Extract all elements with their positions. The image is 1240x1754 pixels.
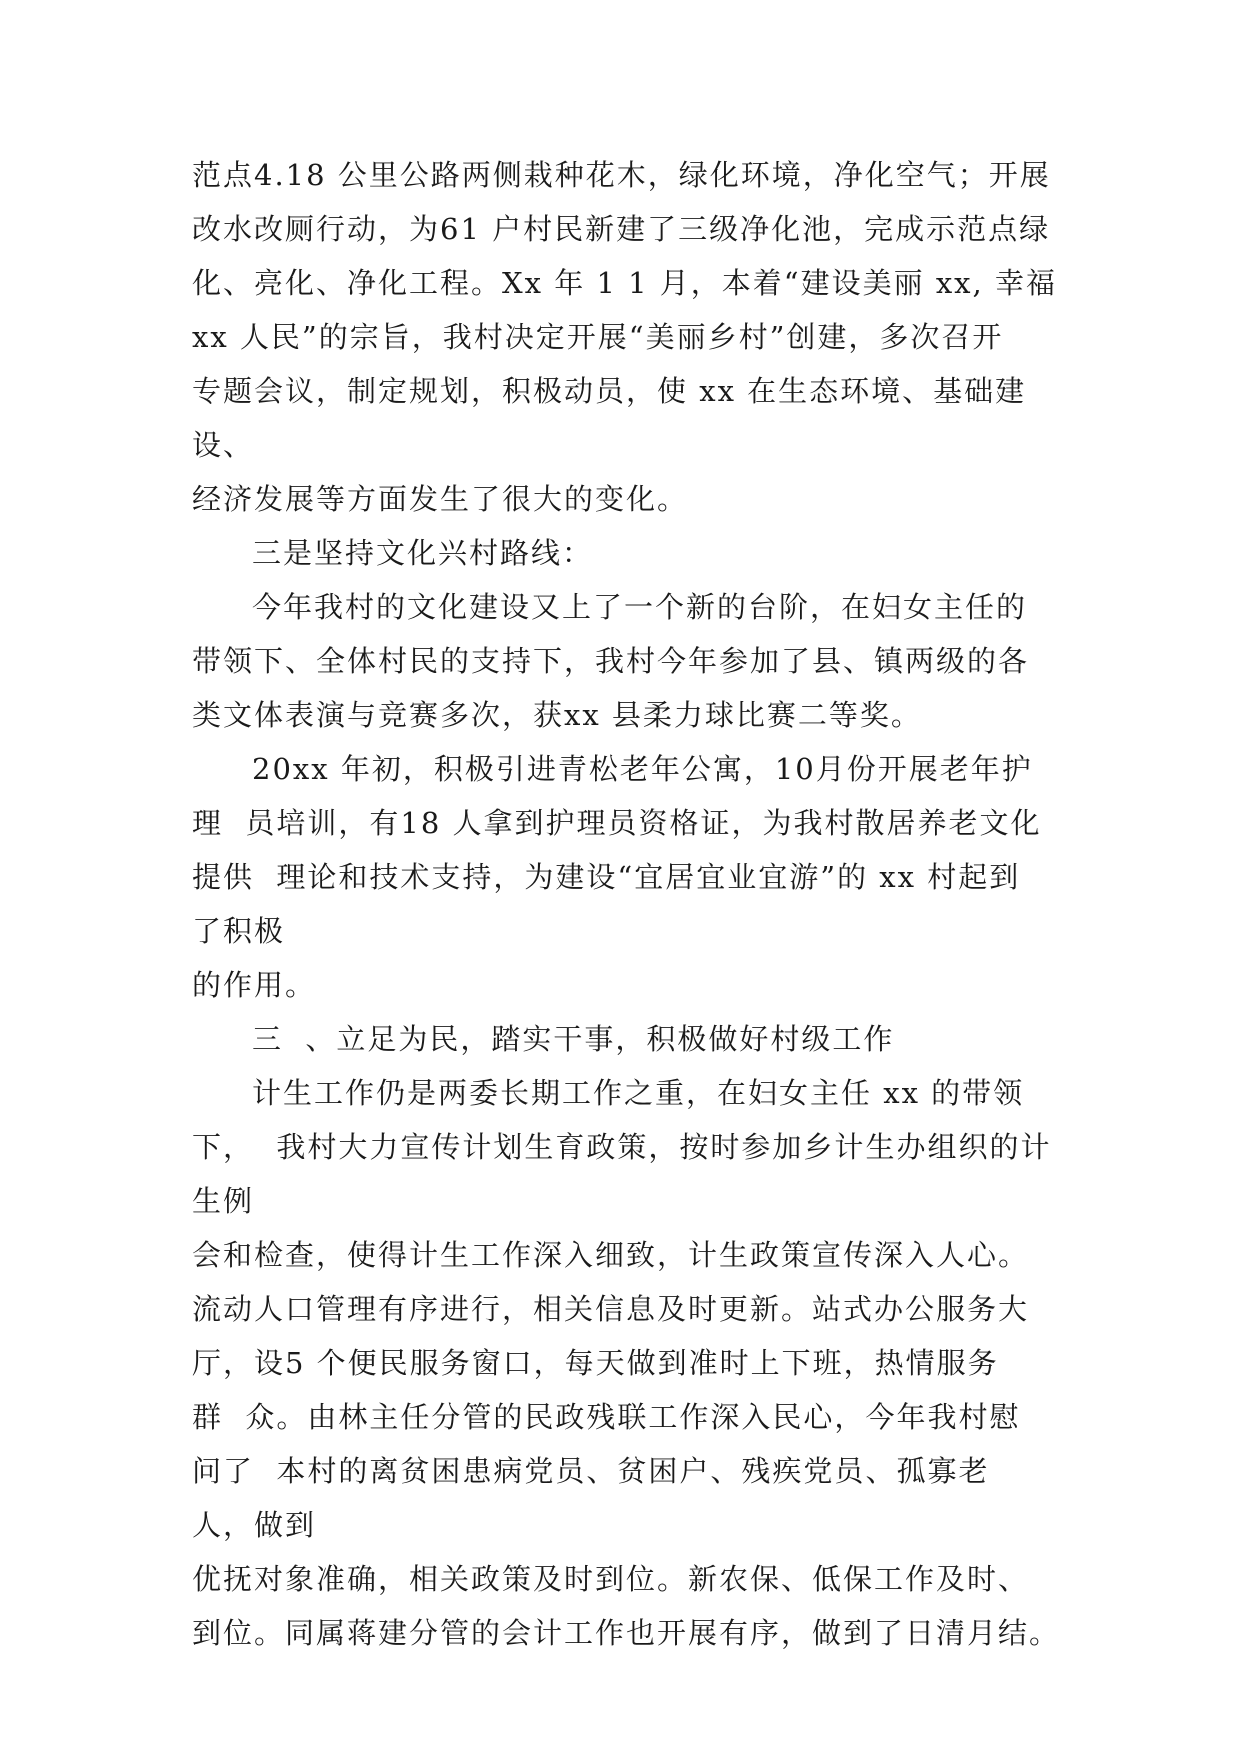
text-line: 20xx 年初，积极引进青松老年公寓，10月份开展老年护: [252, 752, 1033, 786]
text-line: 流动人口管理有序进行，相关信息及时更新。站式办公服务大: [192, 1292, 1030, 1326]
text-line: 到位。同属蒋建分管的会计工作也开展有序，做到了日清月结。: [192, 1616, 1061, 1650]
text-line: 类文体表演与竞赛多次，获xx 县柔力球比赛二等奖。: [192, 698, 922, 732]
text-line: xx 人民”的宗旨，我村决定开展“美丽乡村”创建，多次召开: [192, 320, 1004, 354]
text-line: 人，做到: [192, 1508, 317, 1542]
text-line: 了积极: [192, 914, 286, 948]
text-line: 厅，设5 个便民服务窗口，每天做到准时上下班，热情服务: [192, 1346, 999, 1380]
text-line: 专题会议，制定规划，积极动员，使 xx 在生态环境、基础建: [192, 374, 1027, 408]
text-line: 带领下、全体村民的支持下，我村今年参加了县、镇两级的各: [192, 644, 1030, 678]
text-line: 今年我村的文化建设又上了一个新的台阶，在妇女主任的: [252, 590, 1028, 624]
text-line: 会和检查，使得计生工作深入细致，计生政策宣传深入人心。: [192, 1238, 1030, 1272]
text-line: 生例: [192, 1184, 255, 1218]
text-line: 改水改厕行动，为61 户村民新建了三级净化池，完成示范点绿: [192, 212, 1051, 246]
text-line: 下， 我村大力宣传计划生育政策，按时参加乡计生办组织的计: [192, 1130, 1052, 1164]
text-line: 化、亮化、净化工程。Xx 年 1 1 月，本着“建设美丽 xx, 幸福: [192, 266, 1057, 300]
text-line: 优抚对象准确，相关政策及时到位。新农保、低保工作及时、: [192, 1562, 1030, 1596]
text-line: 经济发展等方面发生了很大的变化。: [192, 482, 689, 516]
document-body: [192, 148, 1092, 1660]
text-line: 三是坚持文化兴村路线：: [252, 536, 594, 570]
text-line: 的作用。: [192, 968, 317, 1002]
text-line: 三 、立足为民，踏实干事，积极做好村级工作: [252, 1022, 895, 1056]
text-line: 问了 本村的离贫困患病党员、贫困户、残疾党员、孤寡老: [192, 1454, 990, 1488]
text-line: 设、: [192, 428, 255, 462]
text-line: 群 众。由林主任分管的民政残联工作深入民心，今年我村慰: [192, 1400, 1021, 1434]
text-line: 提供 理论和技术支持，为建设“宜居宜业宜游”的 xx 村起到: [192, 860, 1021, 894]
text-line: 计生工作仍是两委长期工作之重，在妇女主任 xx 的带领: [252, 1076, 1025, 1110]
text-line: 理 员培训，有18 人拿到护理员资格证，为我村散居养老文化: [192, 806, 1042, 840]
text-line: 范点4.18 公里公路两侧栽种花木，绿化环境，净化空气；开展: [192, 158, 1051, 192]
